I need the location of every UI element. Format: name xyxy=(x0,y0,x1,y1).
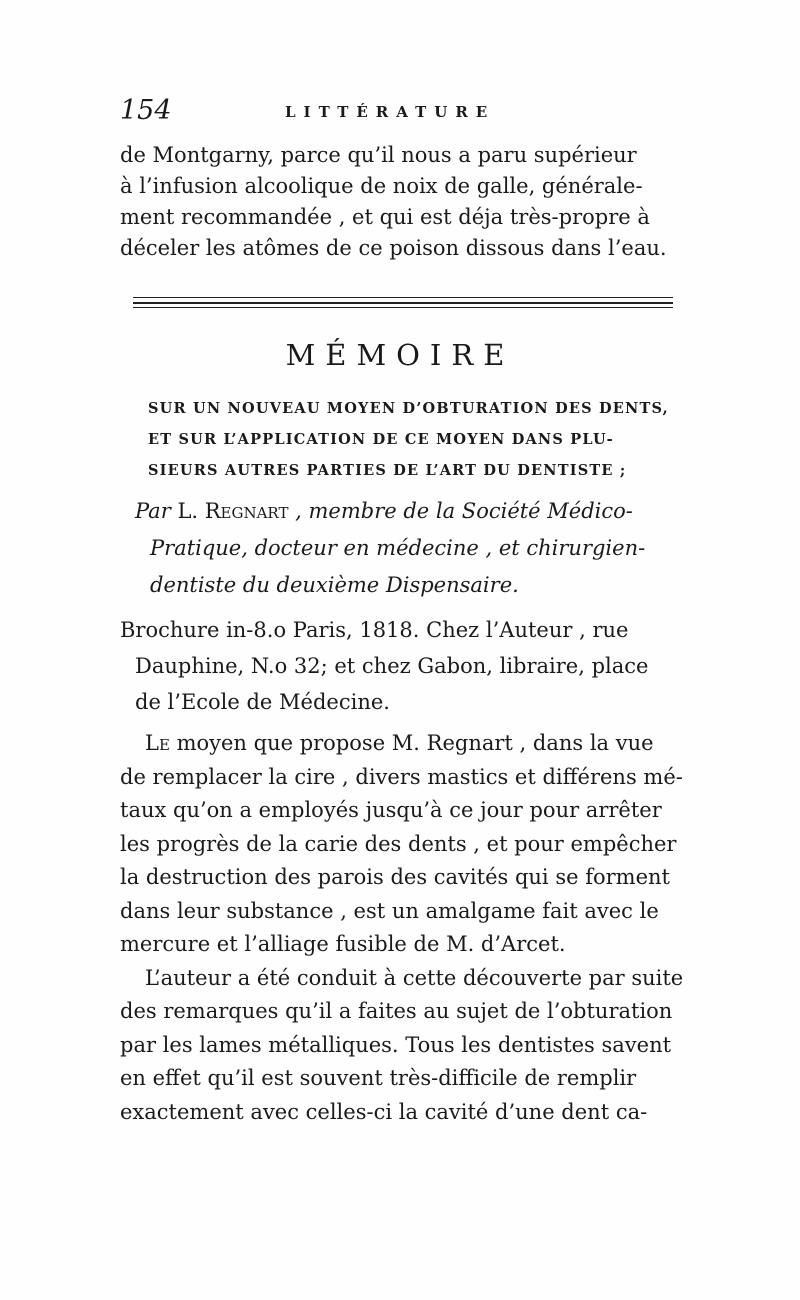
section-divider xyxy=(133,297,673,298)
section-divider xyxy=(133,302,673,304)
running-head: LITTÉRATURE xyxy=(285,103,496,121)
publication-line: Brochure in-8.o Paris, 1818. Chez l’Auteur , rue xyxy=(120,618,629,642)
article-subtitle xyxy=(148,393,669,486)
subtitle-line: ET SUR L’APPLICATION DE CE MOYEN DANS PLU- xyxy=(148,431,614,448)
publication-info xyxy=(120,612,648,720)
text-line: la destruction des parois des cavités qui se forment xyxy=(120,865,670,889)
drop-word: Le xyxy=(145,731,170,755)
page-header xyxy=(120,95,680,135)
text-line: taux qu’on a employés jusqu’à ce jour pour arrêter xyxy=(120,798,662,822)
article-title: MÉMOIRE xyxy=(285,338,515,372)
text-line: des remarques qu’il a faites au sujet de l’obturation xyxy=(120,999,673,1023)
publication-line: Dauphine, N.o 32; et chez Gabon, libraire, place xyxy=(135,654,649,678)
author-name: L. Regnart xyxy=(177,499,289,523)
author-line: Pratique, docteur en médecine , et chirurgien- xyxy=(150,536,646,560)
subtitle-line: SUR UN NOUVEAU MOYEN D’OBTURATION DES DENTS, xyxy=(148,400,669,417)
text-line: à l’infusion alcoolique de noix de galle, générale- xyxy=(120,174,643,198)
author-line: dentiste du deuxième Dispensaire. xyxy=(150,573,519,597)
review-body xyxy=(120,727,683,1129)
author-by: Par xyxy=(135,499,171,523)
text-line: dans leur substance , est un amalgame fait avec le xyxy=(120,898,659,923)
subtitle-line: SIEURS AUTRES PARTIES DE L’ART DU DENTISTE ; xyxy=(148,462,627,479)
text-line: mercure et l’alliage fusible de M. d’Arcet. xyxy=(120,932,566,956)
text-line: déceler les atômes de ce poison dissous dans l’eau. xyxy=(120,236,667,260)
author-credit xyxy=(135,493,645,604)
text-line: en effet qu’il est souvent très-difficile de remplir xyxy=(120,1066,637,1090)
publication-line: de l’Ecole de Médecine. xyxy=(135,690,390,714)
intro-paragraph xyxy=(120,140,667,264)
text-line xyxy=(120,727,683,761)
text-line: L’auteur a été conduit à cette découverte par suite xyxy=(145,965,684,990)
page-number: 154 xyxy=(120,95,172,126)
text-line: exactement avec celles-ci la cavité d’une dent ca- xyxy=(120,1099,648,1124)
first-line-text: moyen que propose M. Regnart , dans la vue xyxy=(169,731,654,755)
text-line: de remplacer la cire , divers mastics et différens mé- xyxy=(120,764,683,789)
section-divider xyxy=(133,307,673,308)
text-line: les progrès de la carie des dents , et pour empêcher xyxy=(120,831,677,856)
text-line: par les lames métalliques. Tous les dentistes savent xyxy=(120,1032,672,1057)
text-line: ment recommandée , et qui est déja très-propre à xyxy=(120,205,650,229)
text-line: de Montgarny, parce qu’il nous a paru supérieur xyxy=(120,143,637,167)
author-affiliation: , membre de la Société Médico- xyxy=(288,499,633,523)
